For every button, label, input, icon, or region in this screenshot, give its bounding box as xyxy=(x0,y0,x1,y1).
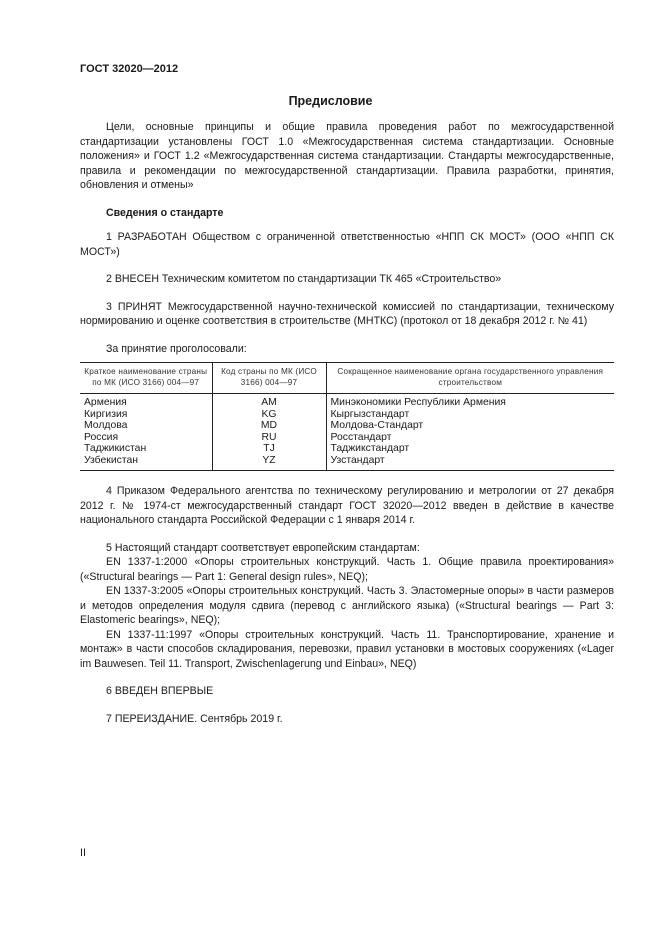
table-cell-country: Таджикистан xyxy=(84,443,147,454)
table-cell-authority: Молдова-Стандарт xyxy=(330,420,424,431)
table-cell-country: Армения xyxy=(84,397,127,408)
item-introduced: 2 ВНЕСЕН Техническим комитетом по стандартизации ТК 465 «Строительство» xyxy=(106,273,502,285)
table-cell-country: Узбекистан xyxy=(80,455,212,471)
table-cell-code: RU xyxy=(212,432,326,444)
table-cell-code: MD xyxy=(212,420,326,432)
page-number: II xyxy=(80,847,86,859)
table-cell-authority: Росстандарт xyxy=(330,431,392,443)
table-cell-code: YZ xyxy=(212,455,326,471)
table-cell-authority: Узстандарт xyxy=(326,455,614,471)
document-body xyxy=(80,120,614,726)
table-cell-country: Россия xyxy=(84,431,119,443)
item-en-1337-1: EN 1337-1:2000 «Опоры строительных конструкций. Часть 1. Общие правила проектирования» («Structural bearings — Part 1: General design rules», NEQ); xyxy=(80,556,614,583)
item-reissue: 7 ПЕРЕИЗДАНИЕ. Сентябрь 2019 г. xyxy=(106,712,283,725)
table-header-country: Краткое наименование страны по МК (ИСО 3166) 004—97 xyxy=(80,363,212,394)
table-row xyxy=(80,420,614,432)
table-row xyxy=(80,409,614,421)
item-en-1337-11: EN 1337-11:1997 «Опоры строительных конструкций. Часть 11. Транспортирование, хранение и монтаж» в части способов складирования, перевозки, правил установки в мостовых сооружениях («Lager im Bauwesen. Teil 11. Transport, Zwischenlagerung und Einbau», NEQ) xyxy=(80,628,614,670)
table-cell-code: TJ xyxy=(212,443,326,455)
table-header-row xyxy=(80,363,614,394)
item-order: 4 Приказом Федерального агентства по техническому регулированию и метрологии от 27 декабря 2012 г. № 1974-ст межгосударственный стандарт ГОСТ 32020—2012 введен в действие в качестве национального стандарта Российской Федерации с 1 января 2014 г. xyxy=(80,485,614,526)
table-cell-country: Молдова xyxy=(84,420,128,431)
voting-table xyxy=(80,362,614,471)
table-row xyxy=(80,455,614,471)
item-first-introduced: 6 ВВЕДЕН ВПЕРВЫЕ xyxy=(106,685,214,697)
item-developed: 1 РАЗРАБОТАН Обществом с ограниченной ответственностью «НПП СК МОСТ» (ООО «НПП СК МОСТ») xyxy=(80,231,614,258)
table-row xyxy=(80,394,614,409)
item-conforms: 5 Настоящий стандарт соответствует европейским стандартам: xyxy=(106,541,420,554)
table-header-code: Код страны по МК (ИСО 3166) 004—97 xyxy=(212,363,326,394)
item-voted: За принятие проголосовали: xyxy=(106,342,247,355)
item-adopted: 3 ПРИНЯТ Межгосударственной научно-технической комиссией по стандартизации, техническому нормированию и оценке соответствия в строительстве (МНТКС) (протокол от 18 декабря 2012 г. № 41) xyxy=(80,300,614,327)
page-title: Предисловие xyxy=(288,94,373,108)
table-header-authority: Сокращенное наименование органа государственного управления строительством xyxy=(326,363,614,394)
intro-paragraph: Цели, основные принципы и общие правила проведения работ по межгосударственной стандартизации установлены ГОСТ 1.0 «Межгосударственная система стандартизации. Основные положения» и ГОСТ 1.2 «Межгосударственная система стандартизации. Стандарты межгосударственные, правила и рекомендации по межгосударственной стандартизации. Правила разработки, принятия, обновления и отмены» xyxy=(80,121,614,191)
table-cell-authority: Кыргызстандарт xyxy=(330,408,410,420)
table-cell-code: KG xyxy=(212,409,326,421)
table-row xyxy=(80,443,614,455)
table-cell-code: AM xyxy=(212,394,326,409)
section-subtitle: Сведения о стандарте xyxy=(106,206,224,219)
table-cell-authority: Минэкономики Республики Армения xyxy=(330,397,506,408)
table-cell-authority: Таджикстандарт xyxy=(330,443,410,454)
table-cell-country: Киргизия xyxy=(84,408,128,420)
document-header: ГОСТ 32020—2012 xyxy=(80,63,179,75)
table-row xyxy=(80,432,614,444)
item-en-1337-3: EN 1337-3:2005 «Опоры строительных конструкций. Часть 3. Эластомерные опоры» в части размеров и методов определения модуля сдвига (перевод с английского языка) («Structural bearings — Part 3: Elastomeric bearings», NEQ); xyxy=(80,585,614,626)
